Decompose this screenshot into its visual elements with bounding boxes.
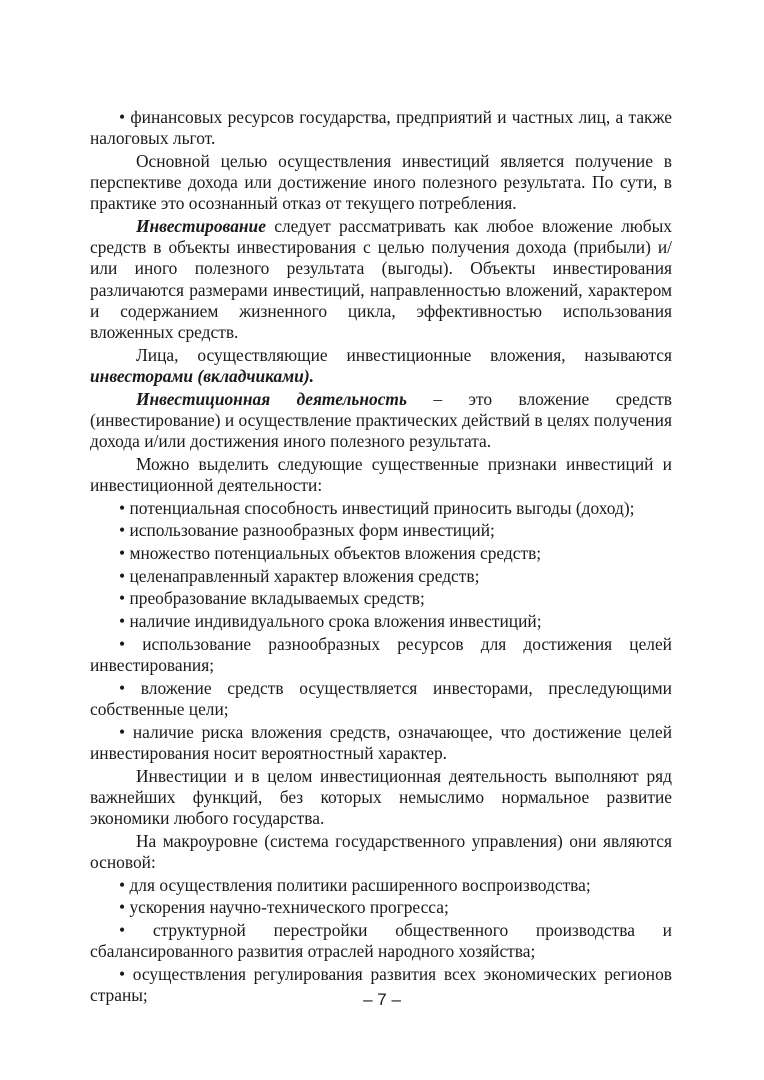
list-item: • осуществления регулирования развития всех экономических регионов страны;	[90, 963, 672, 1006]
paragraph: Основной целью осуществления инвестиций является получение в перспективе дохода или достижение иного полезного результата. По сути, в практике это осознанный отказ от текущего потребления.	[90, 150, 672, 214]
paragraph-definition: Инвестирование следует рассматривать как любое вложение любых средств в объекты инвестирования с целью получения дохода (прибыли) и/или иного полезного результата (выгоды). Объекты инвестирования различаются размерами инвестиций, направленностью вложений, характером и содержанием жизненного цикла, эффективностью использования вложенных средств.	[90, 216, 672, 343]
list-item: • преобразование вкладываемых средств;	[119, 588, 425, 609]
list-item: • ускорения научно-технического прогресса;	[119, 897, 449, 918]
list-item: • использование разнообразных ресурсов для достижения целей инвестирования;	[90, 633, 672, 676]
term: Инвестирование	[136, 216, 266, 237]
list-item: • целенаправленный характер вложения средств;	[119, 565, 480, 586]
page-number: – 7 –	[363, 990, 401, 1009]
paragraph: Можно выделить следующие существенные признаки инвестиций и инвестиционной деятельности:	[90, 453, 672, 495]
paragraph: Инвестиции и в целом инвестиционная деятельность выполняют ряд важнейших функций, без которых немыслимо нормальное развитие экономики любого государства.	[90, 765, 672, 828]
term: инвесторами (вкладчиками).	[90, 365, 314, 386]
paragraph-definition: Лица, осуществляющие инвестиционные вложения, называются инвесторами (вкладчиками).	[90, 344, 672, 386]
list-item: • наличие индивидуального срока вложения инвестиций;	[119, 611, 542, 632]
list-item: • для осуществления политики расширенного воспроизводства;	[119, 874, 591, 895]
page-body	[90, 107, 672, 1008]
paragraph: На макроуровне (система государственного управления) они являются основой:	[90, 830, 672, 872]
list-item: • потенциальная способность инвестиций приносить выгоды (доход);	[119, 497, 635, 518]
list-item: • множество потенциальных объектов вложения средств;	[119, 543, 542, 564]
paragraph-definition: Инвестиционная деятельность – это вложение средств (инвестирование) и осуществление практических действий в целях получения дохода и/или достижения иного полезного результата.	[90, 388, 672, 452]
list-item: • финансовых ресурсов государства, предприятий и частных лиц, а также налоговых льгот.	[90, 107, 672, 149]
list-item: • использование разнообразных форм инвестиций;	[119, 520, 495, 541]
list-item: • вложение средств осуществляется инвесторами, преследующими собственные цели;	[90, 677, 672, 719]
list-item: • структурной перестройки общественного производства и сбалансированного развития отраслей народного хозяйства;	[90, 920, 672, 962]
term: Инвестиционная деятельность	[136, 388, 407, 409]
list-item: • наличие риска вложения средств, означающее, что достижение целей инвестирования носит вероятностный характер.	[90, 721, 672, 763]
